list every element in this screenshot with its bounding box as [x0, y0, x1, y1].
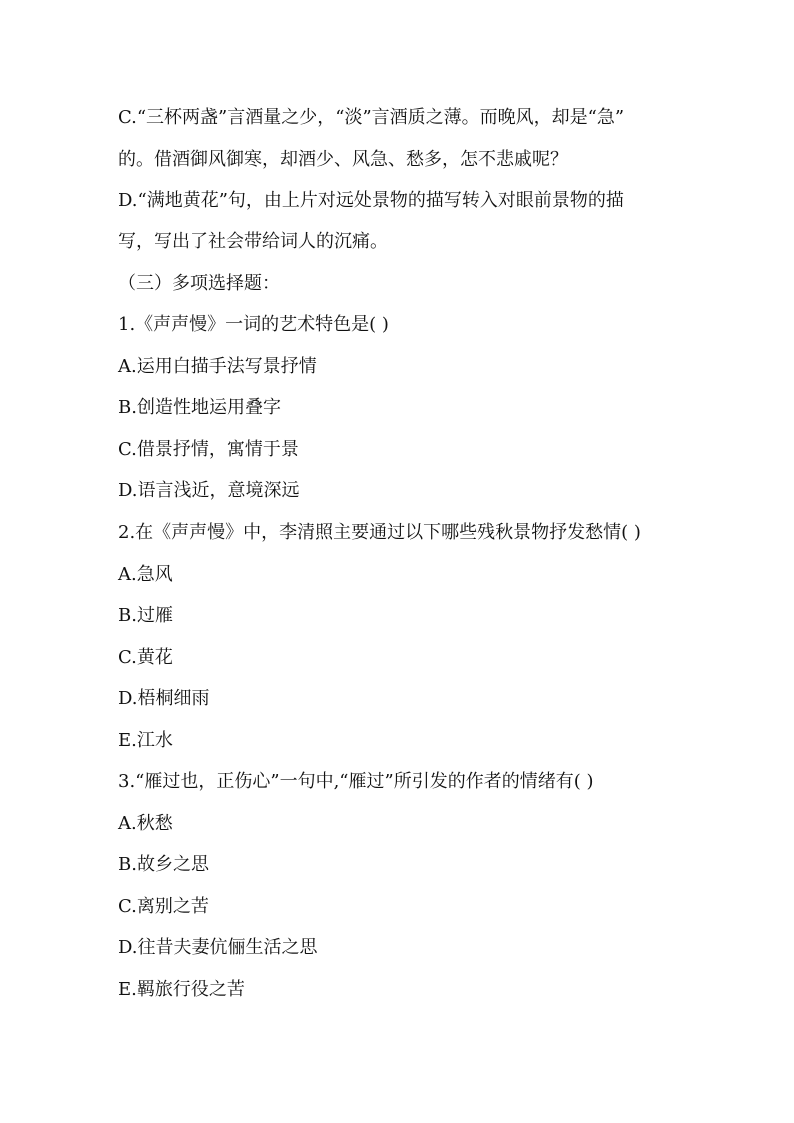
question-2: 2.在《声声慢》中，李清照主要通过以下哪些残秋景物抒发愁情( ): [118, 522, 641, 543]
question-2-option-e: E.江水: [118, 730, 173, 751]
question-3: 3.“雁过也，正伤心”一句中,“雁过”所引发的作者的情绪有( ): [118, 771, 594, 792]
question-3-option-b: B.故乡之思: [118, 854, 209, 875]
question-3-option-d: D.往昔夫妻伉俪生活之思: [118, 937, 318, 958]
question-1: 1.《声声慢》一词的艺术特色是( ): [118, 314, 389, 335]
question-1-option-d: D.语言浅近，意境深远: [118, 480, 300, 501]
section-heading: （三）多项选择题：: [118, 273, 280, 294]
question-1-option-b: B.创造性地运用叠字: [118, 397, 281, 418]
question-2-option-c: C.黄花: [118, 647, 173, 668]
question-1-option-a: A.运用白描手法写景抒情: [118, 356, 317, 377]
option-d-line-1: D.“满地黄花”句，由上片对远处景物的描写转入对眼前景物的描: [118, 190, 624, 211]
question-3-option-c: C.离别之苦: [118, 896, 209, 917]
question-1-option-c: C.借景抒情，寓情于景: [118, 439, 299, 460]
question-2-option-b: B.过雁: [118, 605, 173, 626]
question-3-option-e: E.羁旅行役之苦: [118, 979, 245, 1000]
question-3-option-a: A.秋愁: [118, 813, 173, 834]
option-c-line-2: 的。借酒御风御寒，却酒少、风急、愁多，怎不悲戚呢？: [118, 149, 568, 170]
question-2-option-d: D.梧桐细雨: [118, 688, 210, 709]
option-d-line-2: 写，写出了社会带给词人的沉痛。: [118, 231, 388, 252]
option-c-line-1: C.“三杯两盏”言酒量之少，“淡”言酒质之薄。而晚风，却是“急”: [118, 107, 625, 128]
question-2-option-a: A.急风: [118, 564, 173, 585]
